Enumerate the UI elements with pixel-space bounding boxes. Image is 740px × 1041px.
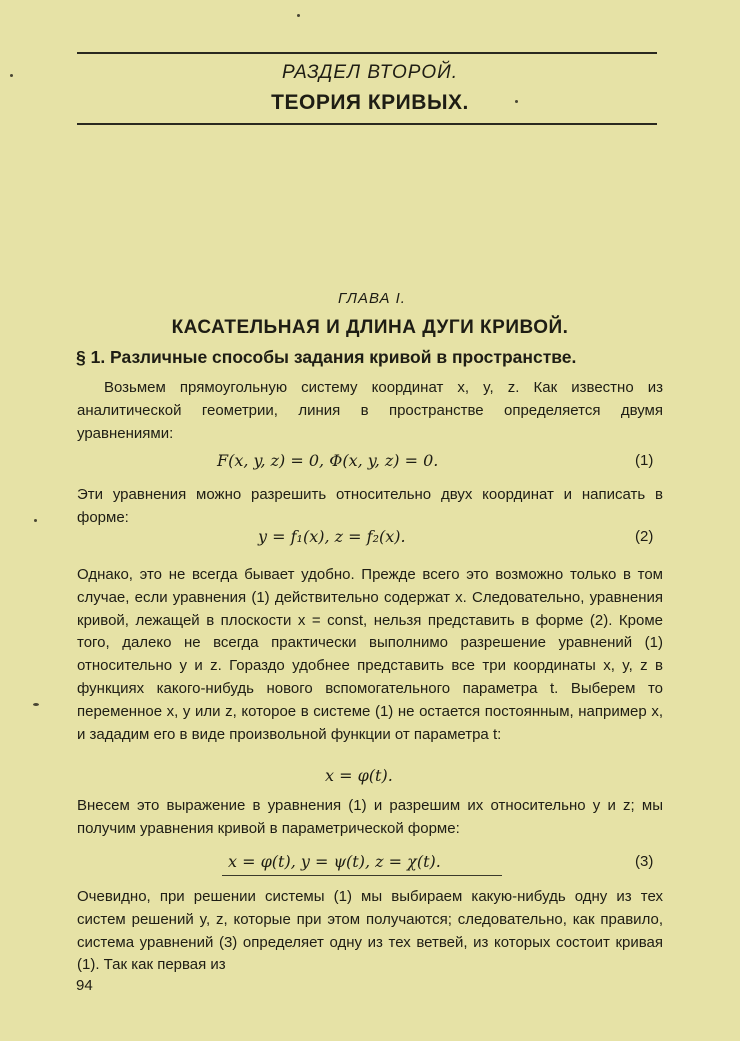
ink-speck: [10, 74, 13, 77]
equation-number: (3): [635, 853, 654, 870]
paragraph: [77, 795, 663, 841]
paragraph: [77, 564, 663, 746]
paragraph: [77, 484, 663, 530]
chapter-label: ГЛАВА I.: [338, 290, 406, 307]
page-number: 94: [76, 977, 93, 994]
ink-speck: [33, 703, 39, 706]
paragraph: [77, 886, 663, 977]
paragraph-text: Однако, это не всегда бывает удобно. Прежде всего это возможно только в том случае, если уравнения (1) действительно содержат x. Следовательно, уравнения кривой, лежащей в плоскости x = const, нельзя представить в форме (2). Кроме того, далеко не всегда практически выполнимо разрешение уравнений (1) относительно y и z. Гораздо удобнее представить все три координаты x, y, z в функциях какого-нибудь нового вспомогательного параметра t. Выберем то переменное x, y или z, которое в системе (1) не остается постоянным, например x, и зададим его в виде произвольной функции от параметра t:: [77, 566, 663, 743]
equation: y = f₁(x), z = f₂(x).: [258, 527, 406, 546]
paragraph-text: Эти уравнения можно разрешить относительно двух координат и написать в форме:: [77, 486, 663, 526]
part-label: РАЗДЕЛ ВТОРОЙ.: [281, 62, 459, 83]
paragraph-text: Возьмем прямоугольную систему координат x, y, z. Как известно из аналитической геометрии, линия в пространстве определяется двумя уравнениями:: [77, 379, 663, 442]
equation-number: (2): [635, 528, 654, 545]
pencil-underline: [222, 875, 502, 876]
paragraph-text: Очевидно, при решении системы (1) мы выбираем какую-нибудь одну из тех систем решений y, z, которые при этом получаются; следовательно, как правило, система уравнений (3) определяет одну из тех ветвей, из которых состоит кривая (1). Так как первая из: [77, 888, 663, 974]
top-rule: [77, 52, 657, 54]
equation: F(x, y, z) = 0, Φ(x, y, z) = 0.: [217, 451, 439, 470]
ink-speck: [34, 519, 37, 522]
paragraph: [77, 377, 663, 445]
bottom-rule: [77, 123, 657, 125]
equation-number: (1): [635, 452, 654, 469]
paragraph-text: Внесем это выражение в уравнения (1) и разрешим их относительно y и z; мы получим уравнения кривой в параметрической форме:: [77, 797, 663, 837]
equation: x = φ(t).: [325, 766, 393, 785]
chapter-title: КАСАТЕЛЬНАЯ И ДЛИНА ДУГИ КРИВОЙ.: [171, 317, 569, 338]
ink-speck: [515, 100, 518, 103]
ink-speck: [297, 14, 300, 17]
section-title: § 1. Различные способы задания кривой в пространстве.: [76, 347, 577, 367]
part-title: ТЕОРИЯ КРИВЫХ.: [271, 91, 469, 114]
equation: x = φ(t), y = ψ(t), z = χ(t).: [228, 852, 441, 871]
